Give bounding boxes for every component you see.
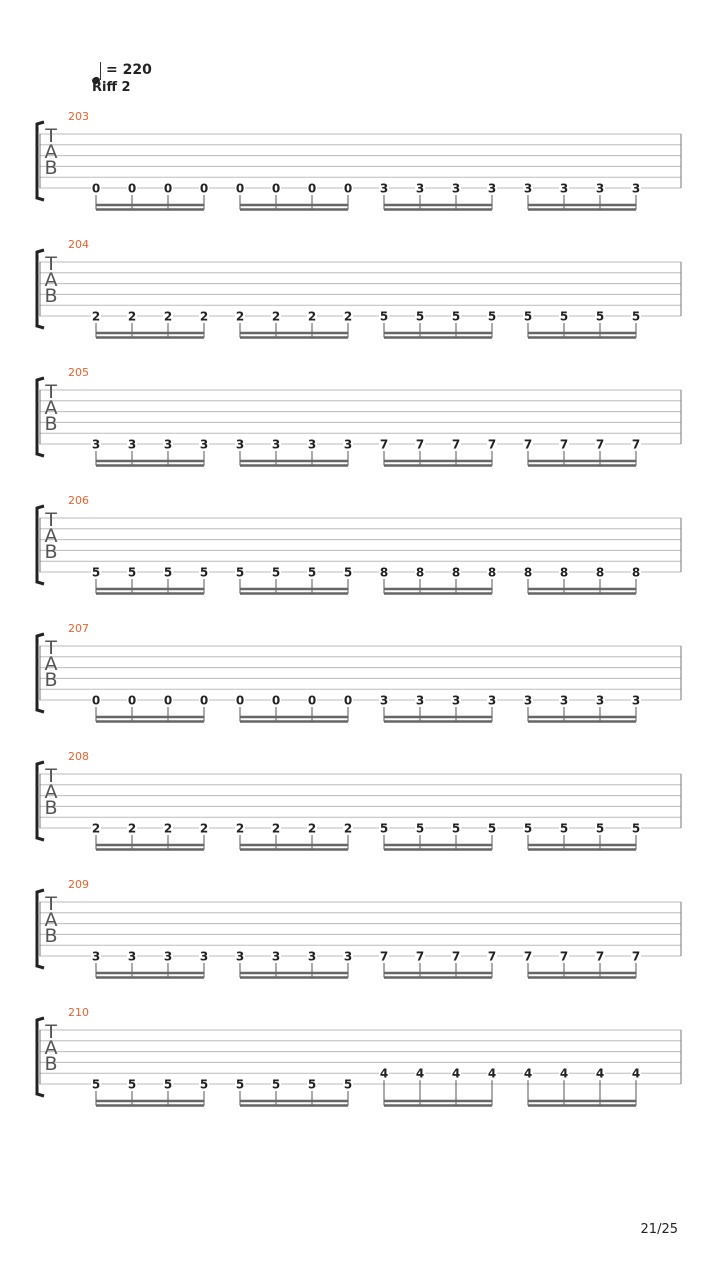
tab-clef-letter: A [44, 653, 58, 675]
tab-clef-letter: T [45, 893, 57, 915]
fret-number: 4 [631, 1066, 641, 1081]
fret-number: 3 [415, 693, 425, 708]
fret-number: 7 [487, 949, 497, 964]
tab-system [0, 238, 720, 338]
tab-system [0, 494, 720, 594]
fret-number: 7 [595, 949, 605, 964]
fret-number: 7 [379, 949, 389, 964]
tempo-value: = 220 [106, 62, 152, 78]
tab-system [0, 878, 720, 978]
fret-number: 3 [271, 437, 281, 452]
fret-number: 7 [415, 949, 425, 964]
fret-number: 3 [127, 437, 137, 452]
fret-number: 5 [415, 821, 425, 836]
fret-number: 5 [379, 821, 389, 836]
fret-number: 2 [163, 821, 173, 836]
tab-clef-letter: T [45, 637, 57, 659]
fret-number: 7 [523, 949, 533, 964]
fret-number: 2 [343, 309, 353, 324]
tab-clef [43, 125, 59, 179]
fret-number: 5 [451, 821, 461, 836]
fret-number: 2 [91, 309, 101, 324]
fret-number: 0 [163, 693, 173, 708]
tab-clef-letter: B [44, 541, 58, 563]
fret-number: 7 [379, 437, 389, 452]
fret-number: 5 [343, 565, 353, 580]
fret-number: 3 [631, 693, 641, 708]
tab-clef-letter: B [44, 925, 58, 947]
fret-number: 3 [343, 949, 353, 964]
fret-number: 5 [163, 565, 173, 580]
tab-clef [43, 253, 59, 307]
fret-number: 5 [235, 565, 245, 580]
tab-clef-letter: T [45, 125, 57, 147]
fret-number: 3 [451, 693, 461, 708]
fret-number: 0 [163, 181, 173, 196]
fret-number: 4 [379, 1066, 389, 1081]
tab-clef-letter: A [44, 909, 58, 931]
fret-number: 5 [199, 1077, 209, 1092]
tab-system [0, 622, 720, 722]
fret-number: 0 [271, 181, 281, 196]
fret-number: 2 [307, 309, 317, 324]
fret-number: 7 [559, 949, 569, 964]
fret-number: 3 [487, 693, 497, 708]
tab-clef-letter: A [44, 269, 58, 291]
fret-number: 2 [91, 821, 101, 836]
page-number: 21/25 [640, 1222, 678, 1237]
fret-number: 8 [523, 565, 533, 580]
fret-number: 5 [379, 309, 389, 324]
fret-number: 3 [199, 437, 209, 452]
fret-number: 5 [127, 565, 137, 580]
fret-number: 2 [271, 309, 281, 324]
fret-number: 3 [235, 437, 245, 452]
fret-number: 3 [595, 181, 605, 196]
tab-system [0, 750, 720, 850]
fret-number: 3 [379, 181, 389, 196]
tab-clef-letter: T [45, 381, 57, 403]
fret-number: 0 [199, 181, 209, 196]
bar-number: 206 [68, 494, 89, 507]
bar-number: 208 [68, 750, 89, 763]
fret-number: 5 [451, 309, 461, 324]
tab-clef-letter: T [45, 1021, 57, 1043]
fret-number: 2 [199, 309, 209, 324]
tab-clef-letter: A [44, 141, 58, 163]
fret-number: 3 [235, 949, 245, 964]
fret-number: 5 [235, 1077, 245, 1092]
fret-number: 5 [487, 821, 497, 836]
tab-staff [0, 878, 720, 988]
tab-staff [0, 1006, 720, 1116]
fret-number: 3 [631, 181, 641, 196]
fret-number: 5 [559, 821, 569, 836]
tab-staff [0, 750, 720, 860]
fret-number: 5 [523, 821, 533, 836]
fret-number: 2 [343, 821, 353, 836]
fret-number: 0 [91, 181, 101, 196]
fret-number: 4 [451, 1066, 461, 1081]
fret-number: 0 [235, 181, 245, 196]
fret-number: 5 [595, 309, 605, 324]
fret-number: 0 [307, 693, 317, 708]
tab-clef-letter: B [44, 1053, 58, 1075]
fret-number: 7 [451, 949, 461, 964]
fret-number: 5 [307, 565, 317, 580]
tab-staff [0, 622, 720, 732]
fret-number: 5 [307, 1077, 317, 1092]
tab-staff [0, 494, 720, 604]
fret-number: 0 [127, 181, 137, 196]
tab-system [0, 110, 720, 210]
tab-clef [43, 381, 59, 435]
fret-number: 2 [127, 309, 137, 324]
tab-clef-letter: B [44, 157, 58, 179]
fret-number: 2 [271, 821, 281, 836]
fret-number: 2 [199, 821, 209, 836]
tab-system [0, 1006, 720, 1106]
tab-clef-letter: T [45, 765, 57, 787]
fret-number: 5 [343, 1077, 353, 1092]
tab-clef [43, 637, 59, 691]
tab-clef-letter: T [45, 509, 57, 531]
fret-number: 4 [415, 1066, 425, 1081]
tab-clef [43, 765, 59, 819]
fret-number: 0 [307, 181, 317, 196]
fret-number: 5 [163, 1077, 173, 1092]
fret-number: 7 [487, 437, 497, 452]
tab-clef-letter: A [44, 397, 58, 419]
bar-number: 203 [68, 110, 89, 123]
fret-number: 0 [343, 693, 353, 708]
fret-number: 4 [487, 1066, 497, 1081]
fret-number: 7 [415, 437, 425, 452]
tab-staff [0, 110, 720, 220]
fret-number: 8 [379, 565, 389, 580]
fret-number: 3 [163, 437, 173, 452]
tab-clef [43, 509, 59, 563]
tab-clef-letter: B [44, 285, 58, 307]
fret-number: 3 [595, 693, 605, 708]
fret-number: 5 [523, 309, 533, 324]
section-label: Riff 2 [92, 80, 131, 95]
fret-number: 3 [487, 181, 497, 196]
fret-number: 8 [631, 565, 641, 580]
fret-number: 3 [451, 181, 461, 196]
fret-number: 3 [91, 949, 101, 964]
fret-number: 5 [91, 565, 101, 580]
fret-number: 5 [415, 309, 425, 324]
tab-system [0, 366, 720, 466]
bar-number: 205 [68, 366, 89, 379]
fret-number: 5 [91, 1077, 101, 1092]
fret-number: 5 [559, 309, 569, 324]
fret-number: 7 [595, 437, 605, 452]
fret-number: 5 [127, 1077, 137, 1092]
fret-number: 3 [379, 693, 389, 708]
fret-number: 7 [523, 437, 533, 452]
fret-number: 3 [343, 437, 353, 452]
fret-number: 5 [199, 565, 209, 580]
fret-number: 3 [559, 693, 569, 708]
tab-clef [43, 893, 59, 947]
fret-number: 0 [271, 693, 281, 708]
fret-number: 8 [451, 565, 461, 580]
tab-clef-letter: B [44, 413, 58, 435]
fret-number: 8 [487, 565, 497, 580]
fret-number: 7 [559, 437, 569, 452]
bar-number: 204 [68, 238, 89, 251]
bar-number: 207 [68, 622, 89, 635]
fret-number: 3 [559, 181, 569, 196]
fret-number: 3 [415, 181, 425, 196]
fret-number: 3 [163, 949, 173, 964]
bar-number: 209 [68, 878, 89, 891]
bar-number: 210 [68, 1006, 89, 1019]
fret-number: 2 [235, 821, 245, 836]
fret-number: 4 [559, 1066, 569, 1081]
fret-number: 0 [127, 693, 137, 708]
tab-clef-letter: B [44, 797, 58, 819]
fret-number: 5 [271, 565, 281, 580]
fret-number: 5 [631, 821, 641, 836]
fret-number: 3 [523, 693, 533, 708]
fret-number: 0 [343, 181, 353, 196]
fret-number: 4 [523, 1066, 533, 1081]
fret-number: 5 [595, 821, 605, 836]
fret-number: 0 [235, 693, 245, 708]
tab-clef-letter: A [44, 781, 58, 803]
tab-clef-letter: T [45, 253, 57, 275]
tab-clef [43, 1021, 59, 1075]
fret-number: 3 [127, 949, 137, 964]
tab-clef-letter: A [44, 1037, 58, 1059]
fret-number: 7 [631, 437, 641, 452]
fret-number: 7 [451, 437, 461, 452]
fret-number: 0 [91, 693, 101, 708]
fret-number: 3 [523, 181, 533, 196]
fret-number: 3 [271, 949, 281, 964]
fret-number: 2 [307, 821, 317, 836]
tab-staff [0, 238, 720, 348]
fret-number: 8 [559, 565, 569, 580]
fret-number: 3 [307, 949, 317, 964]
fret-number: 5 [271, 1077, 281, 1092]
tab-clef-letter: B [44, 669, 58, 691]
fret-number: 2 [163, 309, 173, 324]
fret-number: 2 [127, 821, 137, 836]
tab-staff [0, 366, 720, 476]
fret-number: 5 [487, 309, 497, 324]
fret-number: 3 [91, 437, 101, 452]
fret-number: 3 [307, 437, 317, 452]
fret-number: 2 [235, 309, 245, 324]
fret-number: 3 [199, 949, 209, 964]
fret-number: 8 [415, 565, 425, 580]
fret-number: 4 [595, 1066, 605, 1081]
tab-clef-letter: A [44, 525, 58, 547]
fret-number: 8 [595, 565, 605, 580]
fret-number: 5 [631, 309, 641, 324]
fret-number: 7 [631, 949, 641, 964]
fret-number: 0 [199, 693, 209, 708]
